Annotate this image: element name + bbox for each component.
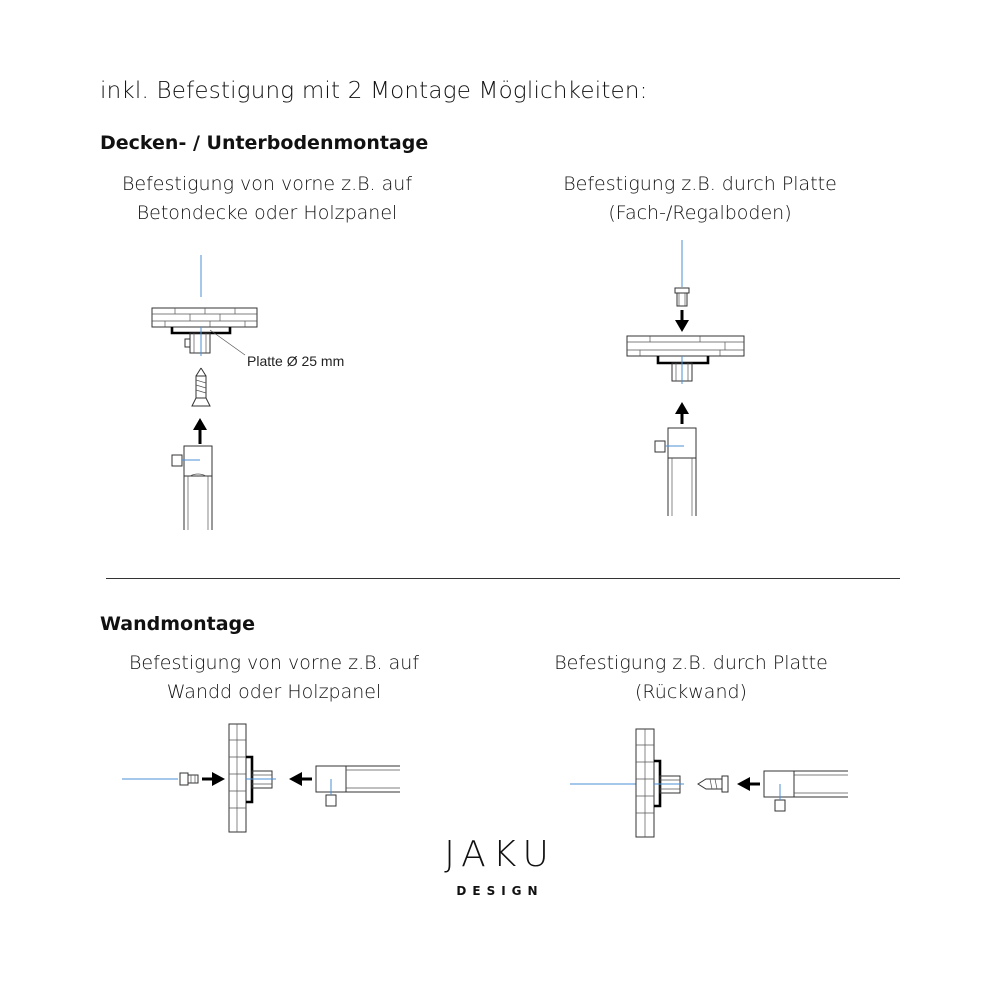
screw (192, 368, 210, 406)
caption-line: (Rückwand) (635, 681, 747, 703)
shelf-board (627, 336, 744, 356)
threaded-stud (190, 333, 210, 353)
caption-line: Wandd oder Holzpanel (166, 681, 382, 703)
wall-through-plate-diagram (570, 729, 848, 837)
brand-logo-word: JAKU (444, 834, 556, 875)
caption-line: Befestigung z.B. durch Platte (554, 652, 828, 674)
ceiling-slab (152, 308, 257, 327)
screw (180, 773, 198, 785)
brand-logo-subtitle: DESIGN (456, 884, 544, 898)
intro-heading: inkl. Befestigung mit 2 Montage Möglichkeiten: (100, 78, 648, 104)
plate-diameter-label: Platte Ø 25 mm (247, 353, 345, 369)
ceiling-front-diagram (152, 255, 344, 530)
caption-line: Befestigung von vorne z.B. auf (121, 173, 413, 195)
caption-line: Befestigung z.B. durch Platte (563, 173, 837, 195)
caption-line: (Fach-/Regalboden) (608, 202, 792, 224)
screw (698, 776, 728, 792)
leg-tube (172, 446, 212, 530)
section-title-wall: Wandmontage (100, 613, 255, 635)
leg-tube (655, 428, 696, 516)
bolt (675, 288, 689, 306)
wall-front-diagram (122, 724, 400, 832)
mounting-plate (658, 356, 708, 363)
section-title-ceiling: Decken- / Unterbodenmontage (100, 132, 429, 154)
ceiling-through-plate-diagram (627, 240, 744, 516)
leg-tube (764, 771, 848, 811)
caption-line: Betondecke oder Holzpanel (136, 202, 398, 224)
caption-line: Befestigung von vorne z.B. auf (128, 652, 420, 674)
leg-tube (316, 766, 400, 806)
